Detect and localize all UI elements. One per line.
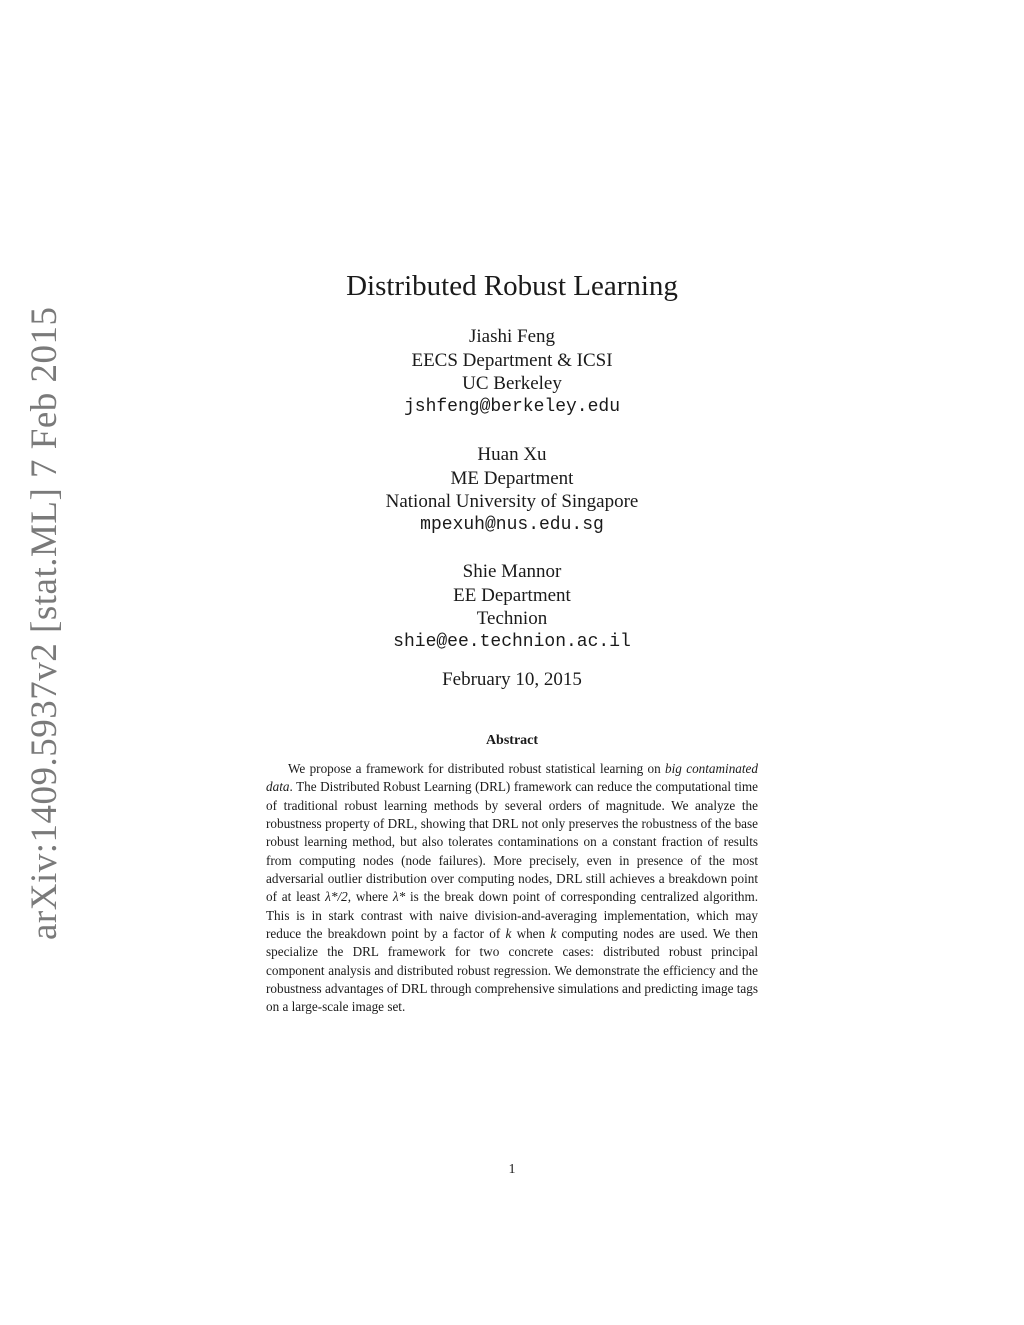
author-email: mpexuh@nus.edu.sg — [420, 514, 604, 535]
author-department: ME Department — [450, 467, 574, 489]
publication-date: February 10, 2015 — [442, 669, 582, 690]
math-symbol: k — [550, 926, 557, 942]
author-name: Jiashi Feng — [468, 326, 556, 347]
author-department: EECS Department & ICSI — [411, 349, 613, 371]
author-institution: Technion — [476, 608, 548, 629]
author-block-1 — [0, 325, 1024, 419]
abstract-segment: is the break down point of corresponding centralized algorithm. This is in stark contrast with naive division-and-averaging implementation, which may reduce the breakdown point by a factor of — [266, 889, 759, 942]
math-symbol: λ*/2 — [325, 889, 348, 905]
abstract-segment: . The Distributed Robust Learning (DRL) framework can reduce the computational time of traditional robust learning methods by several orders of magnitude. We analyze the robustness property of DRL, showing that DRL not only preserves the robustness of the base robust learning method, but also tolerates contaminations on a constant fraction of results from computing nodes (node failures). More precisely, even in presence of the most adversarial outlier distribution over computing nodes, DRL still achieves a breakdown point of at least — [266, 779, 758, 905]
math-symbol: k — [505, 926, 512, 942]
abstract-heading: Abstract — [485, 733, 539, 748]
author-institution: National University of Singapore — [385, 491, 639, 512]
paper-title: Distributed Robust Learning — [346, 270, 678, 302]
abstract-emphasis: big contaminated data — [266, 761, 759, 795]
abstract-segment: We propose a framework for distributed robust statistical learning on — [288, 761, 666, 776]
author-name: Shie Mannor — [462, 561, 562, 582]
arxiv-identifier-stamp: arXiv:1409.5937v2 [stat.ML] 7 Feb 2015 — [24, 306, 65, 940]
math-symbol: λ* — [392, 889, 406, 905]
abstract-segment: computing nodes are used. We then specialize the DRL framework for two concrete cases: distributed robust principal component analysis and distributed robust regression. We demonstrate the efficiency and the robustness advantages of DRL through comprehensive simulations and predicting image tags on a large-scale image set. — [266, 926, 758, 1015]
author-email: jshfeng@berkeley.edu — [403, 396, 621, 417]
abstract-segment: when — [511, 926, 551, 942]
author-name: Huan Xu — [477, 444, 547, 465]
abstract-segment: , where — [347, 889, 393, 905]
author-department: EE Department — [453, 584, 571, 606]
page-number: 1 — [508, 1162, 516, 1177]
abstract-text — [266, 760, 758, 1017]
author-email: shie@ee.technion.ac.il — [393, 631, 631, 652]
author-institution: UC Berkeley — [462, 373, 562, 394]
author-block-3 — [0, 560, 1024, 654]
author-block-2 — [0, 443, 1024, 537]
